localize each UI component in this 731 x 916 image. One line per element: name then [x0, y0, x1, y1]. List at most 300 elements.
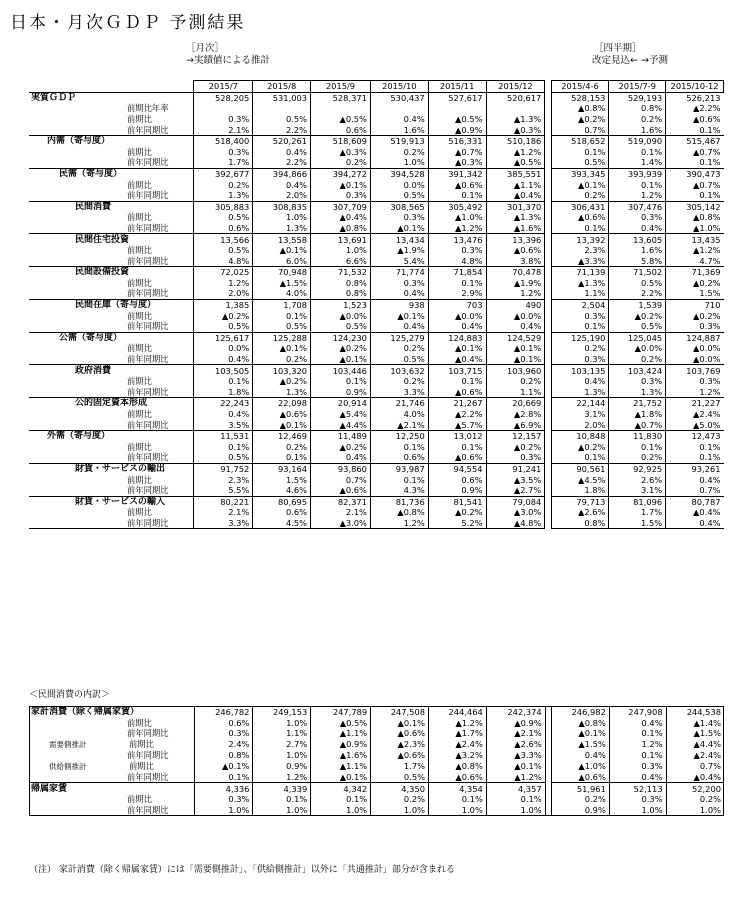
monthly-value: 530,437 [370, 92, 428, 103]
quarterly-value: 307,476 [609, 201, 666, 212]
monthly-value: 1.0% [253, 750, 311, 761]
quarterly-value: ▲1.0% [552, 761, 610, 772]
row-label: 前期比 [127, 343, 152, 354]
monthly-value: 301,370 [486, 201, 545, 212]
monthly-value: 0.6% [194, 223, 253, 234]
row-label: 前年同期比 [127, 222, 169, 233]
monthly-value: 0.1% [370, 474, 428, 485]
monthly-value: ▲0.2% [311, 442, 371, 453]
row-label-text: 前期比 [129, 738, 154, 749]
monthly-value: 103,446 [311, 365, 371, 376]
table-row [29, 387, 724, 398]
row-label: 前年同期比 [127, 124, 169, 135]
row-label: 前年同期比 [127, 771, 169, 782]
quarterly-value: ▲1.5% [552, 739, 610, 750]
monthly-value: 0.4% [194, 409, 253, 420]
monthly-value: 0.3% [194, 114, 253, 125]
quarterly-value: 0.2% [551, 190, 609, 201]
quarterly-value: ▲1.2% [666, 245, 724, 256]
monthly-value: ▲0.1% [370, 223, 428, 234]
table-row [29, 103, 724, 114]
monthly-value: ▲0.2% [486, 442, 545, 453]
monthly-value: 0.1% [194, 376, 253, 387]
monthly-value: 0.6% [194, 718, 253, 729]
quarterly-label: ［四半期］ [594, 43, 642, 54]
monthly-value: ▲1.5% [253, 278, 311, 289]
monthly-value: 0.3% [370, 278, 428, 289]
quarterly-value: 1.1% [551, 288, 609, 299]
monthly-value: 13,476 [428, 234, 486, 245]
quarterly-value: 1.3% [609, 387, 666, 398]
monthly-value: ▲1.9% [486, 278, 545, 289]
quarterly-value: ▲0.4% [666, 772, 724, 783]
quarterly-value: 0.3% [551, 354, 609, 365]
quarterly-value: ▲0.7% [666, 179, 724, 190]
quarterly-value: 246,982 [552, 707, 610, 718]
monthly-value: 71,532 [311, 267, 371, 278]
quarterly-value: 12,473 [666, 431, 724, 442]
quarterly-value: 79,713 [551, 496, 609, 507]
monthly-value: 3.3% [370, 387, 428, 398]
monthly-value: 2.1% [194, 124, 253, 135]
monthly-value: 103,320 [253, 365, 311, 376]
monthly-value: 0.3% [194, 794, 253, 805]
quarterly-value: 2,504 [551, 299, 609, 310]
monthly-value: ▲6.9% [486, 419, 545, 430]
monthly-value: 307,709 [311, 201, 371, 212]
quarterly-value: 0.3% [609, 761, 666, 772]
monthly-value: ▲1.2% [428, 223, 486, 234]
monthly-value: ▲0.1% [253, 343, 311, 354]
quarterly-value: 1.2% [609, 739, 666, 750]
row-label [29, 739, 194, 750]
monthly-value: 0.5% [194, 212, 253, 223]
monthly-value: 2.2% [253, 124, 311, 135]
monthly-value: 0.2% [370, 343, 428, 354]
quarterly-value: ▲0.6% [666, 114, 724, 125]
quarterly-value: 0.3% [609, 376, 666, 387]
monthly-value: 1.1% [486, 387, 545, 398]
row-label: 前年同期比 [127, 452, 169, 463]
row-label: 前年同期比 [127, 190, 169, 201]
monthly-value: 2.9% [428, 288, 486, 299]
table-row [29, 299, 724, 310]
monthly-value: 1.3% [253, 223, 311, 234]
monthly-value: 247,789 [311, 707, 371, 718]
monthly-value: 1.7% [371, 761, 429, 772]
monthly-value [311, 103, 371, 114]
monthly-value: 0.3% [194, 728, 253, 739]
quarterly-value: 51,961 [552, 783, 610, 794]
monthly-value: 0.5% [253, 114, 311, 125]
monthly-value: ▲0.4% [486, 190, 545, 201]
monthly-value: 124,883 [428, 332, 486, 343]
monthly-value: 527,617 [428, 92, 486, 103]
monthly-value: 1.0% [486, 805, 545, 816]
quarterly-value: 0.3% [609, 212, 666, 223]
monthly-value: 124,529 [486, 332, 545, 343]
monthly-value: 1.2% [486, 288, 545, 299]
quarterly-value: 103,424 [609, 365, 666, 376]
quarterly-value: ▲0.2% [666, 278, 724, 289]
monthly-value: 0.2% [486, 376, 545, 387]
corner-cell [29, 81, 194, 93]
page-title: 日本・月次ＧＤＰ 予測結果 [10, 13, 246, 33]
monthly-value: 0.2% [370, 147, 428, 158]
monthly-value: ▲1.2% [486, 147, 545, 158]
row-label: 前期比 [127, 113, 152, 124]
monthly-value: 4,350 [371, 783, 429, 794]
monthly-value: 1.2% [194, 278, 253, 289]
monthly-value: ▲1.6% [486, 223, 545, 234]
quarterly-value: 393,345 [551, 168, 609, 179]
monthly-value: ▲1.3% [486, 114, 545, 125]
quarterly-value: 0.3% [666, 321, 724, 332]
monthly-value: ▲0.1% [371, 718, 429, 729]
monthly-value: 305,492 [428, 201, 486, 212]
quarterly-value: 529,193 [609, 92, 666, 103]
quarterly-value: 518,652 [551, 135, 609, 146]
monthly-value: 518,609 [311, 135, 371, 146]
quarterly-value: 0.2% [552, 794, 610, 805]
monthly-value: 0.0% [370, 179, 428, 190]
consumption-breakdown-table [29, 706, 724, 816]
quarterly-value: ▲2.4% [666, 409, 724, 420]
monthly-value: 1.0% [253, 805, 311, 816]
quarterly-value: 1.8% [551, 485, 609, 496]
monthly-value: 71,854 [428, 267, 486, 278]
monthly-value: 22,243 [194, 398, 253, 409]
monthly-value: ▲2.1% [486, 728, 545, 739]
monthly-value: 1.2% [253, 772, 311, 783]
quarterly-value: 92,925 [609, 463, 666, 474]
quarterly-value: 11,830 [609, 431, 666, 442]
row-label: 前年同期比 [127, 157, 169, 168]
quarterly-value: 0.1% [609, 179, 666, 190]
monthly-value: 490 [486, 299, 545, 310]
monthly-value: 0.5% [194, 452, 253, 463]
quarterly-value: 393,939 [609, 168, 666, 179]
monthly-value: 4,342 [311, 783, 371, 794]
row-label: 前期比 [127, 474, 152, 485]
table-row [29, 354, 724, 365]
table-row [29, 750, 724, 761]
monthly-value [253, 103, 311, 114]
table-row [29, 234, 724, 245]
row-label: 前年同期比 [127, 288, 169, 299]
quarterly-value: 0.4% [551, 376, 609, 387]
quarterly-value: ▲0.2% [609, 310, 666, 321]
quarterly-value: ▲0.7% [666, 147, 724, 158]
monthly-value: 528,371 [311, 92, 371, 103]
quarterly-value: 0.4% [609, 718, 666, 729]
quarterly-value: ▲1.3% [551, 278, 609, 289]
monthly-value: 2.0% [253, 190, 311, 201]
quarterly-value: 1.4% [609, 157, 666, 168]
month-header: 2015/9 [311, 81, 371, 93]
monthly-value: ▲0.6% [428, 387, 486, 398]
quarterly-value: ▲0.6% [551, 212, 609, 223]
table-row [29, 212, 724, 223]
quarter-header: 2015/10-12 [666, 81, 724, 93]
quarterly-value: ▲5.0% [666, 419, 724, 430]
quarterly-value: 1.2% [609, 190, 666, 201]
table-row [29, 772, 724, 783]
quarterly-value: 0.7% [551, 124, 609, 135]
row-label: 帰属家賃 [29, 783, 194, 794]
quarterly-value: 1.6% [609, 124, 666, 135]
monthly-value: ▲0.1% [194, 761, 253, 772]
monthly-value: ▲0.6% [371, 728, 429, 739]
quarterly-value: 0.2% [609, 114, 666, 125]
monthly-value: ▲0.1% [486, 343, 545, 354]
table-row [29, 376, 724, 387]
table-row [29, 135, 724, 146]
monthly-sub: →実績値による推計 [186, 55, 270, 66]
monthly-value: 0.5% [194, 245, 253, 256]
monthly-value: 70,478 [486, 267, 545, 278]
table-row [29, 114, 724, 125]
monthly-value: 0.5% [311, 321, 371, 332]
monthly-value: ▲0.8% [370, 507, 428, 518]
monthly-value: 12,469 [253, 431, 311, 442]
monthly-value: 519,913 [370, 135, 428, 146]
monthly-value: 6.6% [311, 256, 371, 267]
table-row [29, 707, 724, 718]
monthly-value: 79,084 [486, 496, 545, 507]
row-label: 前年同期比 [127, 728, 169, 739]
monthly-value [370, 103, 428, 114]
quarterly-value: 0.4% [609, 772, 666, 783]
table-row [29, 409, 724, 420]
table-row [29, 278, 724, 289]
quarterly-value: ▲0.8% [552, 718, 610, 729]
monthly-value: ▲0.6% [428, 179, 486, 190]
monthly-value: ▲2.2% [428, 409, 486, 420]
monthly-value: 4.0% [253, 288, 311, 299]
monthly-value: ▲4.4% [311, 419, 371, 430]
monthly-value: ▲0.4% [311, 212, 371, 223]
quarterly-value: 52,200 [666, 783, 724, 794]
quarterly-value: 0.3% [666, 376, 724, 387]
quarterly-value: 0.1% [666, 190, 724, 201]
quarterly-value: 13,605 [609, 234, 666, 245]
quarterly-value: ▲0.8% [551, 103, 609, 114]
quarterly-value: 0.1% [551, 147, 609, 158]
monthly-value: 249,153 [253, 707, 311, 718]
monthly-value: 4.6% [253, 485, 311, 496]
quarterly-value: 81,096 [609, 496, 666, 507]
quarterly-value: 0.7% [666, 761, 724, 772]
row-label: 民間消費 [29, 201, 194, 212]
row-label: 公的固定資本形成 [29, 398, 194, 409]
quarterly-value: ▲1.4% [666, 718, 724, 729]
monthly-value: ▲0.9% [486, 718, 545, 729]
monthly-value: 0.1% [428, 442, 486, 453]
quarterly-value: ▲0.1% [551, 179, 609, 190]
monthly-value: 4,339 [253, 783, 311, 794]
monthly-value: 0.5% [370, 354, 428, 365]
monthly-value: 0.3% [486, 452, 545, 463]
quarterly-value: 2.3% [551, 245, 609, 256]
quarterly-value: 125,190 [551, 332, 609, 343]
quarterly-value: 247,908 [609, 707, 666, 718]
monthly-value: 1.0% [253, 212, 311, 223]
quarterly-value: 3.1% [551, 409, 609, 420]
monthly-value: 12,250 [370, 431, 428, 442]
estimate-side-label: 供給側推計 [49, 761, 87, 771]
monthly-value: 247,508 [371, 707, 429, 718]
monthly-value: 71,774 [370, 267, 428, 278]
monthly-value: 0.2% [370, 376, 428, 387]
table-row [29, 398, 724, 409]
table-row [29, 485, 724, 496]
row-label: 民間住宅投資 [29, 234, 194, 245]
monthly-value: 4.3% [370, 485, 428, 496]
monthly-value: 2.2% [253, 157, 311, 168]
footnote: （注） 家計消費（除く帰属家賃）には「需要側推計」、「供給側推計」以外に「共通推計」部分が含まれる [29, 865, 455, 875]
monthly-value: 93,987 [370, 463, 428, 474]
quarterly-value: 21,752 [609, 398, 666, 409]
monthly-value: 308,565 [370, 201, 428, 212]
monthly-value: 0.5% [371, 772, 429, 783]
estimate-side-label: 需要側推計 [49, 739, 87, 749]
quarterly-value: 0.5% [609, 278, 666, 289]
monthly-value: ▲1.7% [429, 728, 487, 739]
monthly-value: ▲0.1% [370, 310, 428, 321]
row-label: 前期比 [127, 794, 152, 805]
monthly-value: 0.1% [486, 794, 545, 805]
monthly-value: 0.1% [253, 310, 311, 321]
row-label: 実質ＧＤＰ [29, 92, 194, 103]
row-label: 前年同期比 [127, 255, 169, 266]
monthly-value: 4.8% [428, 256, 486, 267]
quarterly-value: 0.1% [666, 124, 724, 135]
monthly-value: 2.1% [194, 507, 253, 518]
quarterly-value: 4.7% [666, 256, 724, 267]
row-label: 前年同期比 [127, 321, 169, 332]
monthly-value: ▲0.7% [428, 147, 486, 158]
quarterly-value: ▲1.5% [666, 728, 724, 739]
monthly-value: 11,531 [194, 431, 253, 442]
monthly-value: ▲0.9% [311, 739, 371, 750]
monthly-value: ▲1.9% [370, 245, 428, 256]
monthly-value: ▲0.0% [486, 310, 545, 321]
monthly-value: 80,221 [194, 496, 253, 507]
row-label: 財貨・サービスの輸入 [29, 496, 194, 507]
table-row [29, 419, 724, 430]
monthly-value: 0.3% [194, 147, 253, 158]
row-label: 外需（寄与度） [29, 431, 194, 442]
monthly-value: 520,261 [253, 135, 311, 146]
monthly-value: 0.3% [370, 212, 428, 223]
monthly-value: 1.0% [429, 805, 487, 816]
quarterly-value: 1.0% [666, 805, 724, 816]
monthly-value: ▲2.8% [486, 409, 545, 420]
monthly-value: 0.4% [428, 321, 486, 332]
monthly-value: 70,948 [253, 267, 311, 278]
monthly-value: ▲0.4% [428, 354, 486, 365]
monthly-value: 2.1% [311, 507, 371, 518]
monthly-value: 4.0% [370, 409, 428, 420]
monthly-value: ▲0.2% [253, 376, 311, 387]
monthly-value: 0.9% [253, 761, 311, 772]
quarterly-value: 10,848 [551, 431, 609, 442]
monthly-value: ▲0.2% [428, 507, 486, 518]
quarterly-value: 306,431 [551, 201, 609, 212]
monthly-value: 0.4% [370, 114, 428, 125]
monthly-value: 3.5% [194, 419, 253, 430]
quarterly-value: 0.1% [609, 442, 666, 453]
table-row [29, 321, 724, 332]
table-row [29, 92, 724, 103]
quarterly-value: 0.4% [552, 750, 610, 761]
quarterly-value: 0.8% [609, 103, 666, 114]
table-row [29, 201, 724, 212]
monthly-value: 0.4% [311, 452, 371, 463]
monthly-value: 13,558 [253, 234, 311, 245]
monthly-value: 394,866 [253, 168, 311, 179]
quarterly-value: ▲0.2% [666, 310, 724, 321]
row-label: 前期比 [127, 212, 152, 223]
row-label: 前年同期比 [127, 419, 169, 430]
quarterly-value: 0.1% [666, 442, 724, 453]
row-label: 政府消費 [29, 365, 194, 376]
row-label [29, 761, 194, 772]
quarterly-value: 515,467 [666, 135, 724, 146]
row-label: 前期比 [127, 245, 152, 256]
monthly-value: 21,746 [370, 398, 428, 409]
monthly-value: ▲0.6% [253, 409, 311, 420]
monthly-value: ▲0.6% [429, 772, 487, 783]
quarterly-value: 124,887 [666, 332, 724, 343]
monthly-value: 308,835 [253, 201, 311, 212]
monthly-value: 0.4% [253, 147, 311, 158]
quarterly-value: 528,153 [551, 92, 609, 103]
monthly-value: 0.4% [370, 321, 428, 332]
monthly-value: 21,267 [428, 398, 486, 409]
quarter-header: 2015/7-9 [609, 81, 666, 93]
quarterly-value: ▲4.5% [551, 474, 609, 485]
monthly-value: 124,230 [311, 332, 371, 343]
monthly-value: 0.2% [253, 354, 311, 365]
monthly-value: ▲0.5% [486, 157, 545, 168]
quarterly-value: 0.2% [666, 794, 724, 805]
table-row [29, 739, 724, 750]
row-label: 前期比 [127, 146, 152, 157]
quarterly-value: 2.2% [609, 288, 666, 299]
quarterly-value: ▲2.4% [666, 750, 724, 761]
quarter-header: 2015/4-6 [551, 81, 609, 93]
quarterly-value: 3.1% [609, 485, 666, 496]
table-row [29, 507, 724, 518]
row-label: 前年同期比 [127, 485, 169, 496]
monthly-value: 4.5% [253, 518, 311, 529]
monthly-value: 703 [428, 299, 486, 310]
monthly-value: 1.7% [194, 157, 253, 168]
monthly-value: 0.7% [311, 474, 371, 485]
table-row [29, 474, 724, 485]
monthly-value: 91,752 [194, 463, 253, 474]
table-row [29, 256, 724, 267]
monthly-value: ▲0.0% [428, 310, 486, 321]
monthly-value: 93,164 [253, 463, 311, 474]
row-label: 家計消費（除く帰属家賃） [29, 707, 194, 718]
monthly-value: 13,434 [370, 234, 428, 245]
monthly-value: 1.0% [370, 157, 428, 168]
row-label: 前年同期比 [127, 386, 169, 397]
monthly-value: 0.5% [194, 321, 253, 332]
